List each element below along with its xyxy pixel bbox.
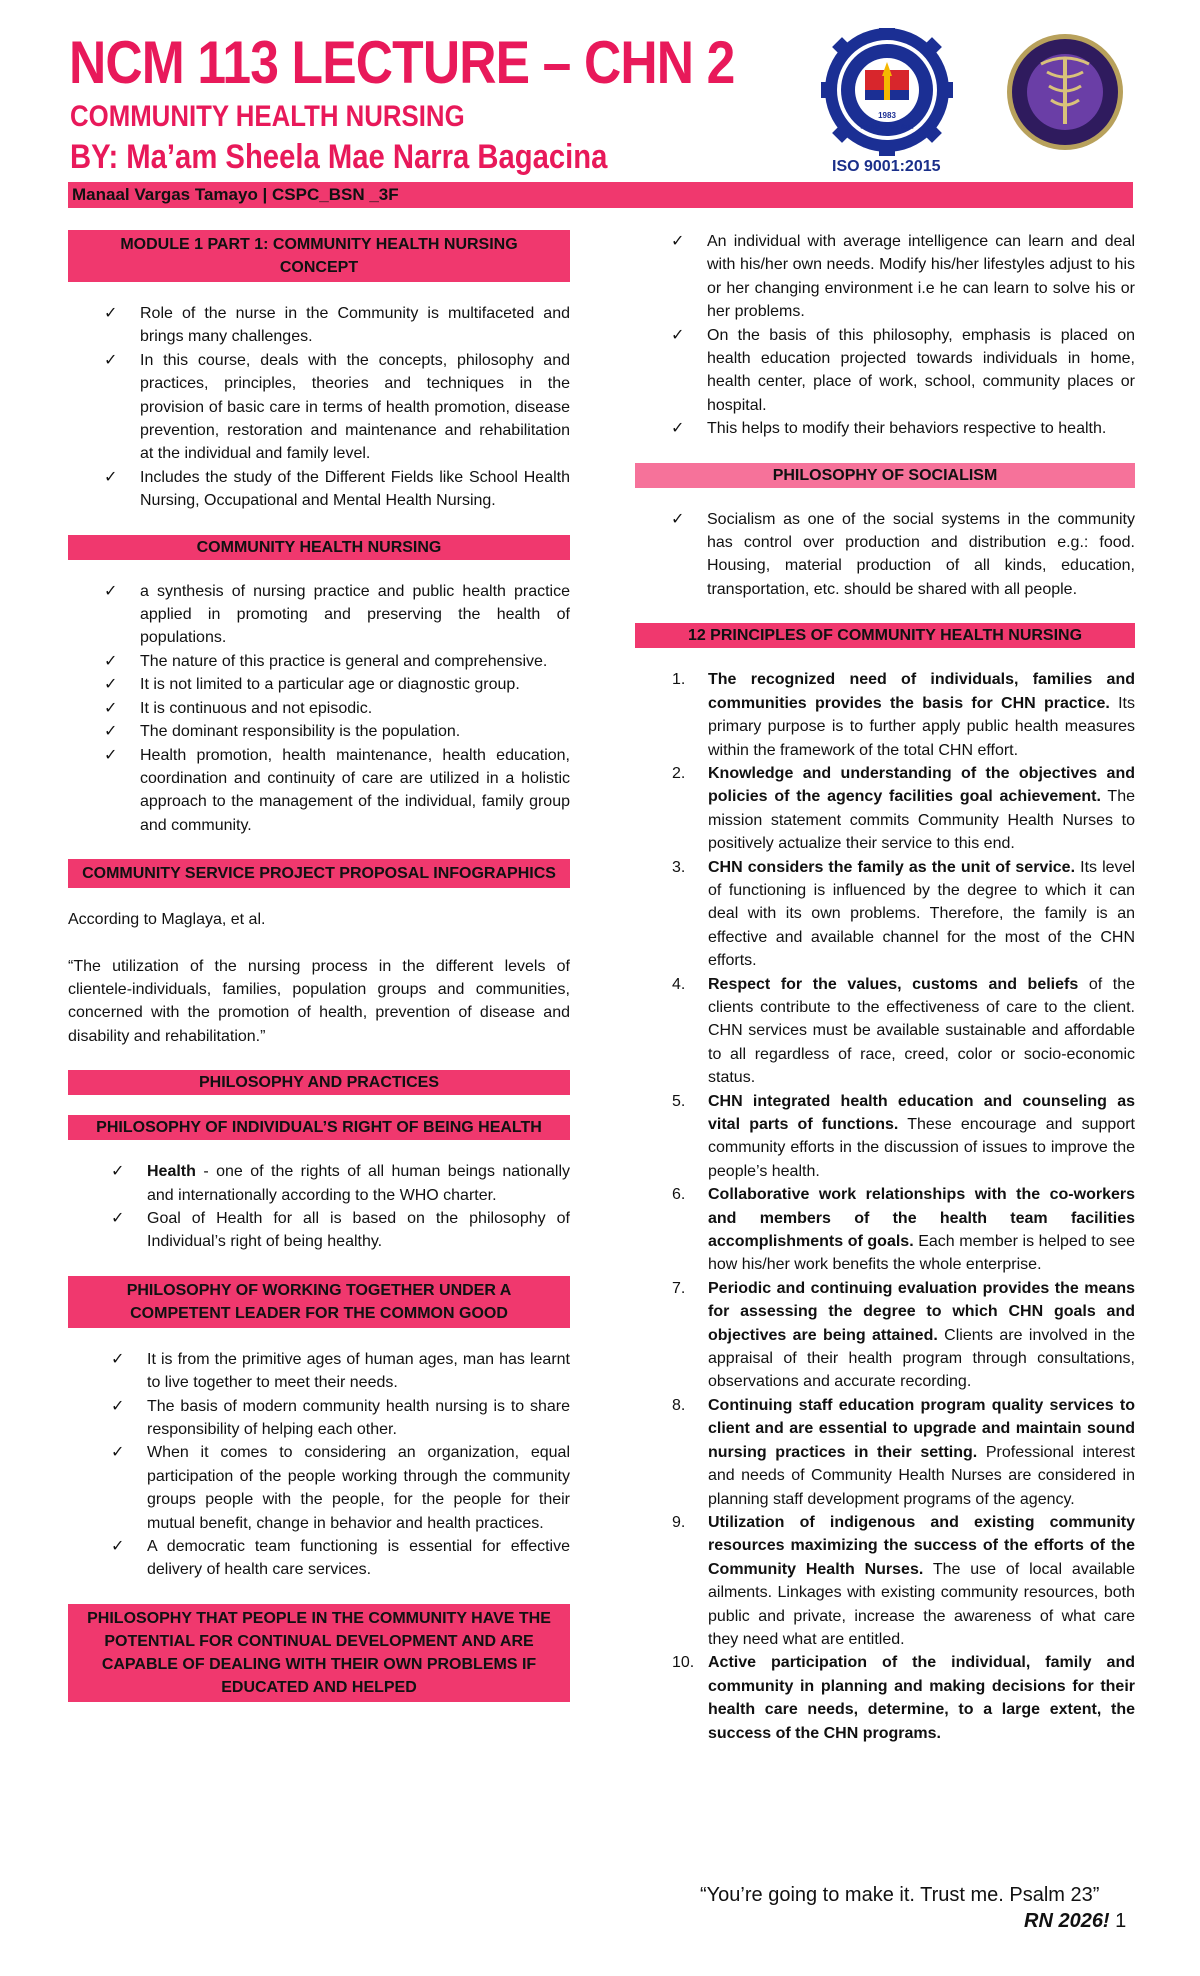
list-item: ✓ In this course, deals with the concepts, philosophy and practices, principles, theories and techniques in the provision of basic care in terms of health promotion, disease prevention, restoration and maintenance and rehabilitation at the individual and family level. (68, 349, 570, 466)
list-item: ✓ On the basis of this philosophy, emphasis is placed on health education projected towards individuals in home, health center, place of work, school, community places or hospital. (635, 324, 1135, 418)
check-icon: ✓ (104, 351, 118, 369)
csp-intro: According to Maglaya, et al. (68, 911, 266, 929)
footer-quote: “You’re going to make it. Trust me. Psalm 23” (700, 1884, 1100, 1906)
check-icon: ✓ (111, 1397, 125, 1415)
check-icon: ✓ (104, 582, 118, 600)
check-icon: ✓ (104, 676, 118, 694)
principle-item: 8. Continuing staff education program quality services to client and are essential to upgrade and maintain sound nursing practices in their setting. Professional interest and needs of Community Health Nurses are considered in planning staff development programs of the agency. (672, 1396, 1136, 1508)
iso-label: ISO 9001:2015 (832, 158, 941, 175)
byline: BY: Ma’am Sheela Mae Narra Bagacina (70, 138, 608, 176)
list-item: ✓ When it comes to considering an organization, equal participation of the people working through the community groups people with the people, for the people for their mutual benefit, change in behavior and health practices. (68, 1441, 570, 1535)
csp-header: COMMUNITY SERVICE PROJECT PROPOSAL INFOGRAPHICS (68, 859, 570, 888)
rn-tagline: RN 2026! (1024, 1910, 1110, 1932)
principle-item: 2. Knowledge and understanding of the objectives and policies of the agency facilities goal achievement. The mission statement commits Community Health Nurses to positively actualize their service to this end. (672, 764, 1136, 853)
principle-item: 7. Periodic and continuing evaluation provides the means for assessing the degree to which CHN goals and objectives are being attained. Clients are involved in the appraisal of their health program through consultations, observations and accurate recording. (672, 1279, 1135, 1391)
list-item: ✓ A democratic team functioning is essential for effective delivery of health care services. (68, 1535, 570, 1582)
socialism-list (635, 508, 1135, 602)
logo-left-place: NABUA, CAM. SUR (860, 125, 914, 131)
list-item: ✓ Includes the study of the Different Fields like School Health Nursing, Occupational and Mental Health Nursing. (68, 466, 570, 513)
page-number: 1 (1115, 1910, 1127, 1932)
check-icon: ✓ (111, 1538, 125, 1556)
module-header: MODULE 1 PART 1: COMMUNITY HEALTH NURSING CONCEPT (68, 230, 570, 282)
left-column (68, 230, 570, 1722)
check-icon: ✓ (111, 1444, 125, 1462)
module-list (68, 302, 570, 513)
list-item: ✓ Health promotion, health maintenance, health education, coordination and continuity of care are utilized in a holistic approach to the management of the individual, family group and community. (68, 744, 570, 838)
check-icon: ✓ (104, 746, 118, 764)
chn-list (68, 580, 570, 837)
list-item: ✓ Role of the nurse in the Community is multifaceted and brings many challenges. (68, 302, 570, 349)
principle-item: 9. Utilization of indigenous and existing community resources maximizing the success of the efforts of the Community Health Nurses. The use of local available ailments. Linkages with existing community resources, both public and private, increase the awareness of what care they need what are entitled. (672, 1513, 1136, 1648)
people-list (635, 230, 1135, 441)
check-icon: ✓ (104, 468, 118, 486)
principle-item: 5. CHN integrated health education and counseling as vital parts of functions. These encourage and support community efforts in the discussion of issues to improve the people’s health. (672, 1092, 1136, 1180)
list-item: ✓ It is not limited to a particular age or diagnostic group. (68, 673, 570, 696)
list-item: ✓ An individual with average intelligence can learn and deal with his/her own needs. Modify his/her lifestyles adjust to his or her changing environment i.e he can learn to solve his or her problems. (635, 230, 1135, 324)
check-icon: ✓ (104, 699, 118, 717)
list-item: ✓ The basis of modern community health nursing is to share responsibility of helping each other. (68, 1395, 570, 1442)
chn-header: COMMUNITY HEALTH NURSING (68, 535, 570, 560)
principle-item: 3. CHN considers the family as the unit of service. Its level of functioning is influenced by the degree to which it can deal with its own problems. Therefore, the family is an effective and available channel for the most of the CHN efforts. (672, 858, 1136, 970)
pp-header: PHILOSOPHY AND PRACTICES (68, 1070, 570, 1095)
author-bar: Manaal Vargas Tamayo | CSPC_BSN _3F (68, 182, 1133, 208)
people-header: PHILOSOPHY THAT PEOPLE IN THE COMMUNITY HAVE THE POTENTIAL FOR CONTINUAL DEVELOPMENT AND ARE CAPABLE OF DEALING WITH THEIR OWN PROBLEMS IF EDUCATED AND HELPED (68, 1604, 570, 1702)
list-item: ✓ It is continuous and not episodic. (68, 697, 570, 720)
logo-left-year: 1983 (878, 111, 896, 120)
list-item: ✓ Goal of Health for all is based on the philosophy of Individual’s right of being healthy. (68, 1207, 570, 1254)
principle-item: 10. Active participation of the individual, family and community in planning and making decisions for their health care needs, determine, to a large extent, the success of the CHN programs. (672, 1654, 1135, 1742)
page-subtitle: COMMUNITY HEALTH NURSING (70, 100, 465, 133)
principles-list (635, 668, 1135, 1745)
check-icon: ✓ (671, 510, 685, 528)
list-item: ✓ a synthesis of nursing practice and public health practice applied in promoting and preserving the health of populations. (68, 580, 570, 650)
cspc-gear-logo (821, 28, 953, 156)
list-item: ✓ Socialism as one of the social systems in the community has control over production and distribution e.g.: food. Housing, material production of all kinds, education, transportation, etc. should be shared with all people. (635, 508, 1135, 602)
socialism-header: PHILOSOPHY OF SOCIALISM (635, 463, 1135, 488)
list-item: ✓ The dominant responsibility is the population. (68, 720, 570, 743)
csp-quote: “The utilization of the nursing process in the different levels of clientele-individuals, families, population groups and communities, concerned with the promotion of health, prevention of disease and disability and rehabilitation.” (68, 957, 570, 1045)
school-logos (815, 28, 1145, 178)
page-title: NCM 113 LECTURE – CHN 2 (69, 29, 735, 96)
right-column (635, 230, 1135, 1745)
check-icon: ✓ (671, 420, 685, 438)
check-icon: ✓ (111, 1163, 125, 1181)
principle-item: 6. Collaborative work relationships with the co-workers and members of the health team facilities accomplishments of goals. Each member is helped to see how his/her work benefits the whole enterprise. (672, 1186, 1136, 1274)
check-icon: ✓ (111, 1209, 125, 1227)
principle-item: 1. The recognized need of individuals, families and communities provides the basis for CHN practice. Its primary purpose is to further apply public health measures within the framework of the total CHN effort. (672, 671, 1136, 759)
check-icon: ✓ (104, 305, 118, 322)
indiv-header: PHILOSOPHY OF INDIVIDUAL’S RIGHT OF BEING HEALTH (68, 1115, 570, 1140)
list-item: ✓ Health - one of the rights of all human beings nationally and internationally according to the WHO charter. (68, 1160, 570, 1207)
list-item: ✓ The nature of this practice is general and comprehensive. (68, 650, 570, 673)
list-item: ✓ It is from the primitive ages of human ages, man has learnt to live together to meet their needs. (68, 1348, 570, 1395)
list-item: ✓ This helps to modify their behaviors respective to health. (635, 417, 1135, 440)
check-icon: ✓ (671, 233, 685, 250)
check-icon: ✓ (104, 652, 118, 670)
check-icon: ✓ (104, 723, 118, 741)
check-icon: ✓ (111, 1350, 125, 1368)
check-icon: ✓ (671, 326, 685, 344)
principles-header: 12 PRINCIPLES OF COMMUNITY HEALTH NURSING (635, 623, 1135, 648)
indiv-list (68, 1160, 570, 1254)
working-list (68, 1348, 570, 1582)
page-footer (1024, 1910, 1126, 1933)
working-header: PHILOSOPHY OF WORKING TOGETHER UNDER A COMPETENT LEADER FOR THE COMMON GOOD (68, 1276, 570, 1328)
principle-item: 4. Respect for the values, customs and beliefs of the clients contribute to the effectiveness of care to the client. CHN services must be available sustainable and affordable to all regardless of race, creed, color or socio-economic status. (672, 975, 1135, 1087)
health-sciences-logo (1007, 34, 1123, 150)
